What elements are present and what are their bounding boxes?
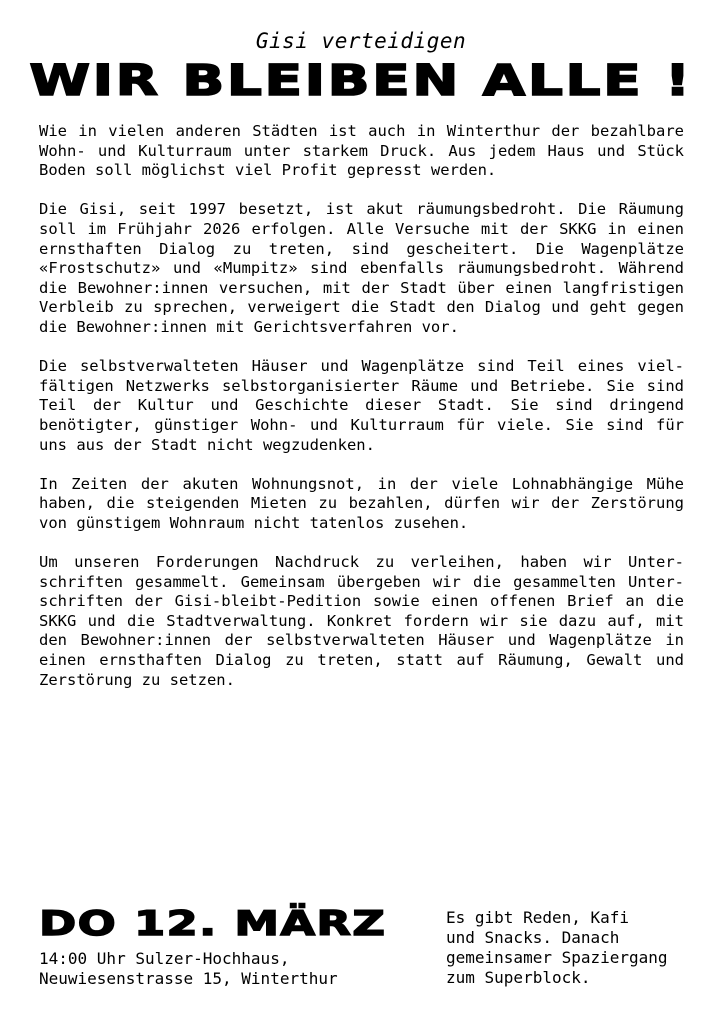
body-paragraph-1: Wie in vielen anderen Städten ist auch in Winterthur der bezahlbare Wohn- und Kulturraum unter starkem Druck. Aus jedem Haus und Stück Boden soll möglichst viel Profit gepresst werden.: [39, 122, 684, 180]
event-date: DO 12. MÄRZ: [39, 904, 387, 944]
flyer-subtitle: Gisi verteidigen: [255, 29, 467, 53]
body-paragraph-3: Die selbstverwalteten Häuser und Wagenplätze sind Teil eines vielfältigen Netzwerks selbstorganisierter Räume und Betriebe. Sie sind Teil der Kultur und Geschichte dieser Stadt. Sie sind dringend benötigter, günstiger Wohn- und Kulturraum für viele. Sie sind für uns aus der Stadt nicht wegzudenken.: [39, 357, 684, 454]
event-info: [446, 908, 696, 988]
body-paragraph-4: In Zeiten der akuten Wohnungsnot, in der viele Lohnabhängige Mühe haben, die steigenden Mieten zu bezahlen, dürfen wir der Zerstörung von günstigem Wohnraum nicht tatenlos zusehen.: [39, 474, 684, 532]
event-info-line-3: gemeinsamer Spaziergang: [446, 948, 668, 967]
flyer-body: [39, 122, 684, 710]
event-time-place-line-2: Neuwiesenstrasse 15, Winterthur: [39, 969, 338, 988]
body-paragraph-2: Die Gisi, seit 1997 besetzt, ist akut räumungsbedroht. Die Räumung soll im Frühjahr 2026 erfolgen. Alle Versuche mit der SKKG in einen ernsthaften Dialog zu treten, sind gescheitert. Die Wagenplätze «Frostschutz» und «Mumpitz» sind ebenfalls räumungsbedroht. Während die Bewohner:innen versuchen, mit der Stadt über einen langfristigen Verbleib zu sprechen, verweigert die Stadt den Dialog und geht gegen die Bewohner:innen mit Gerichtsverfahren vor.: [39, 200, 684, 336]
flyer-headline: WIR BLEIBEN ALLE !: [29, 56, 693, 106]
body-paragraph-5: Um unseren Forderungen Nachdruck zu verleihen, haben wir Unterschriften gesammelt. Gemeinsam übergeben wir die gesammelten Unterschriften der Gisi-bleibt-Pedition sowie einen offenen Brief an die SKKG und die Stadtverwaltung. Konkret fordern wir sie dazu auf, mit den Bewohner:innen der selbstverwalteten Häuser und Wagenplätze in einen ernsthaften Dialog zu treten, statt auf Räumung, Gewalt und Zerstörung zu setzen.: [39, 553, 684, 689]
event-time-place-line-1: 14:00 Uhr Sulzer-Hochhaus,: [39, 949, 290, 968]
event-info-line-2: und Snacks. Danach: [446, 928, 620, 947]
event-location: [39, 949, 338, 989]
event-info-line-4: zum Superblock.: [446, 968, 591, 987]
event-info-line-1: Es gibt Reden, Kafi: [446, 908, 630, 927]
